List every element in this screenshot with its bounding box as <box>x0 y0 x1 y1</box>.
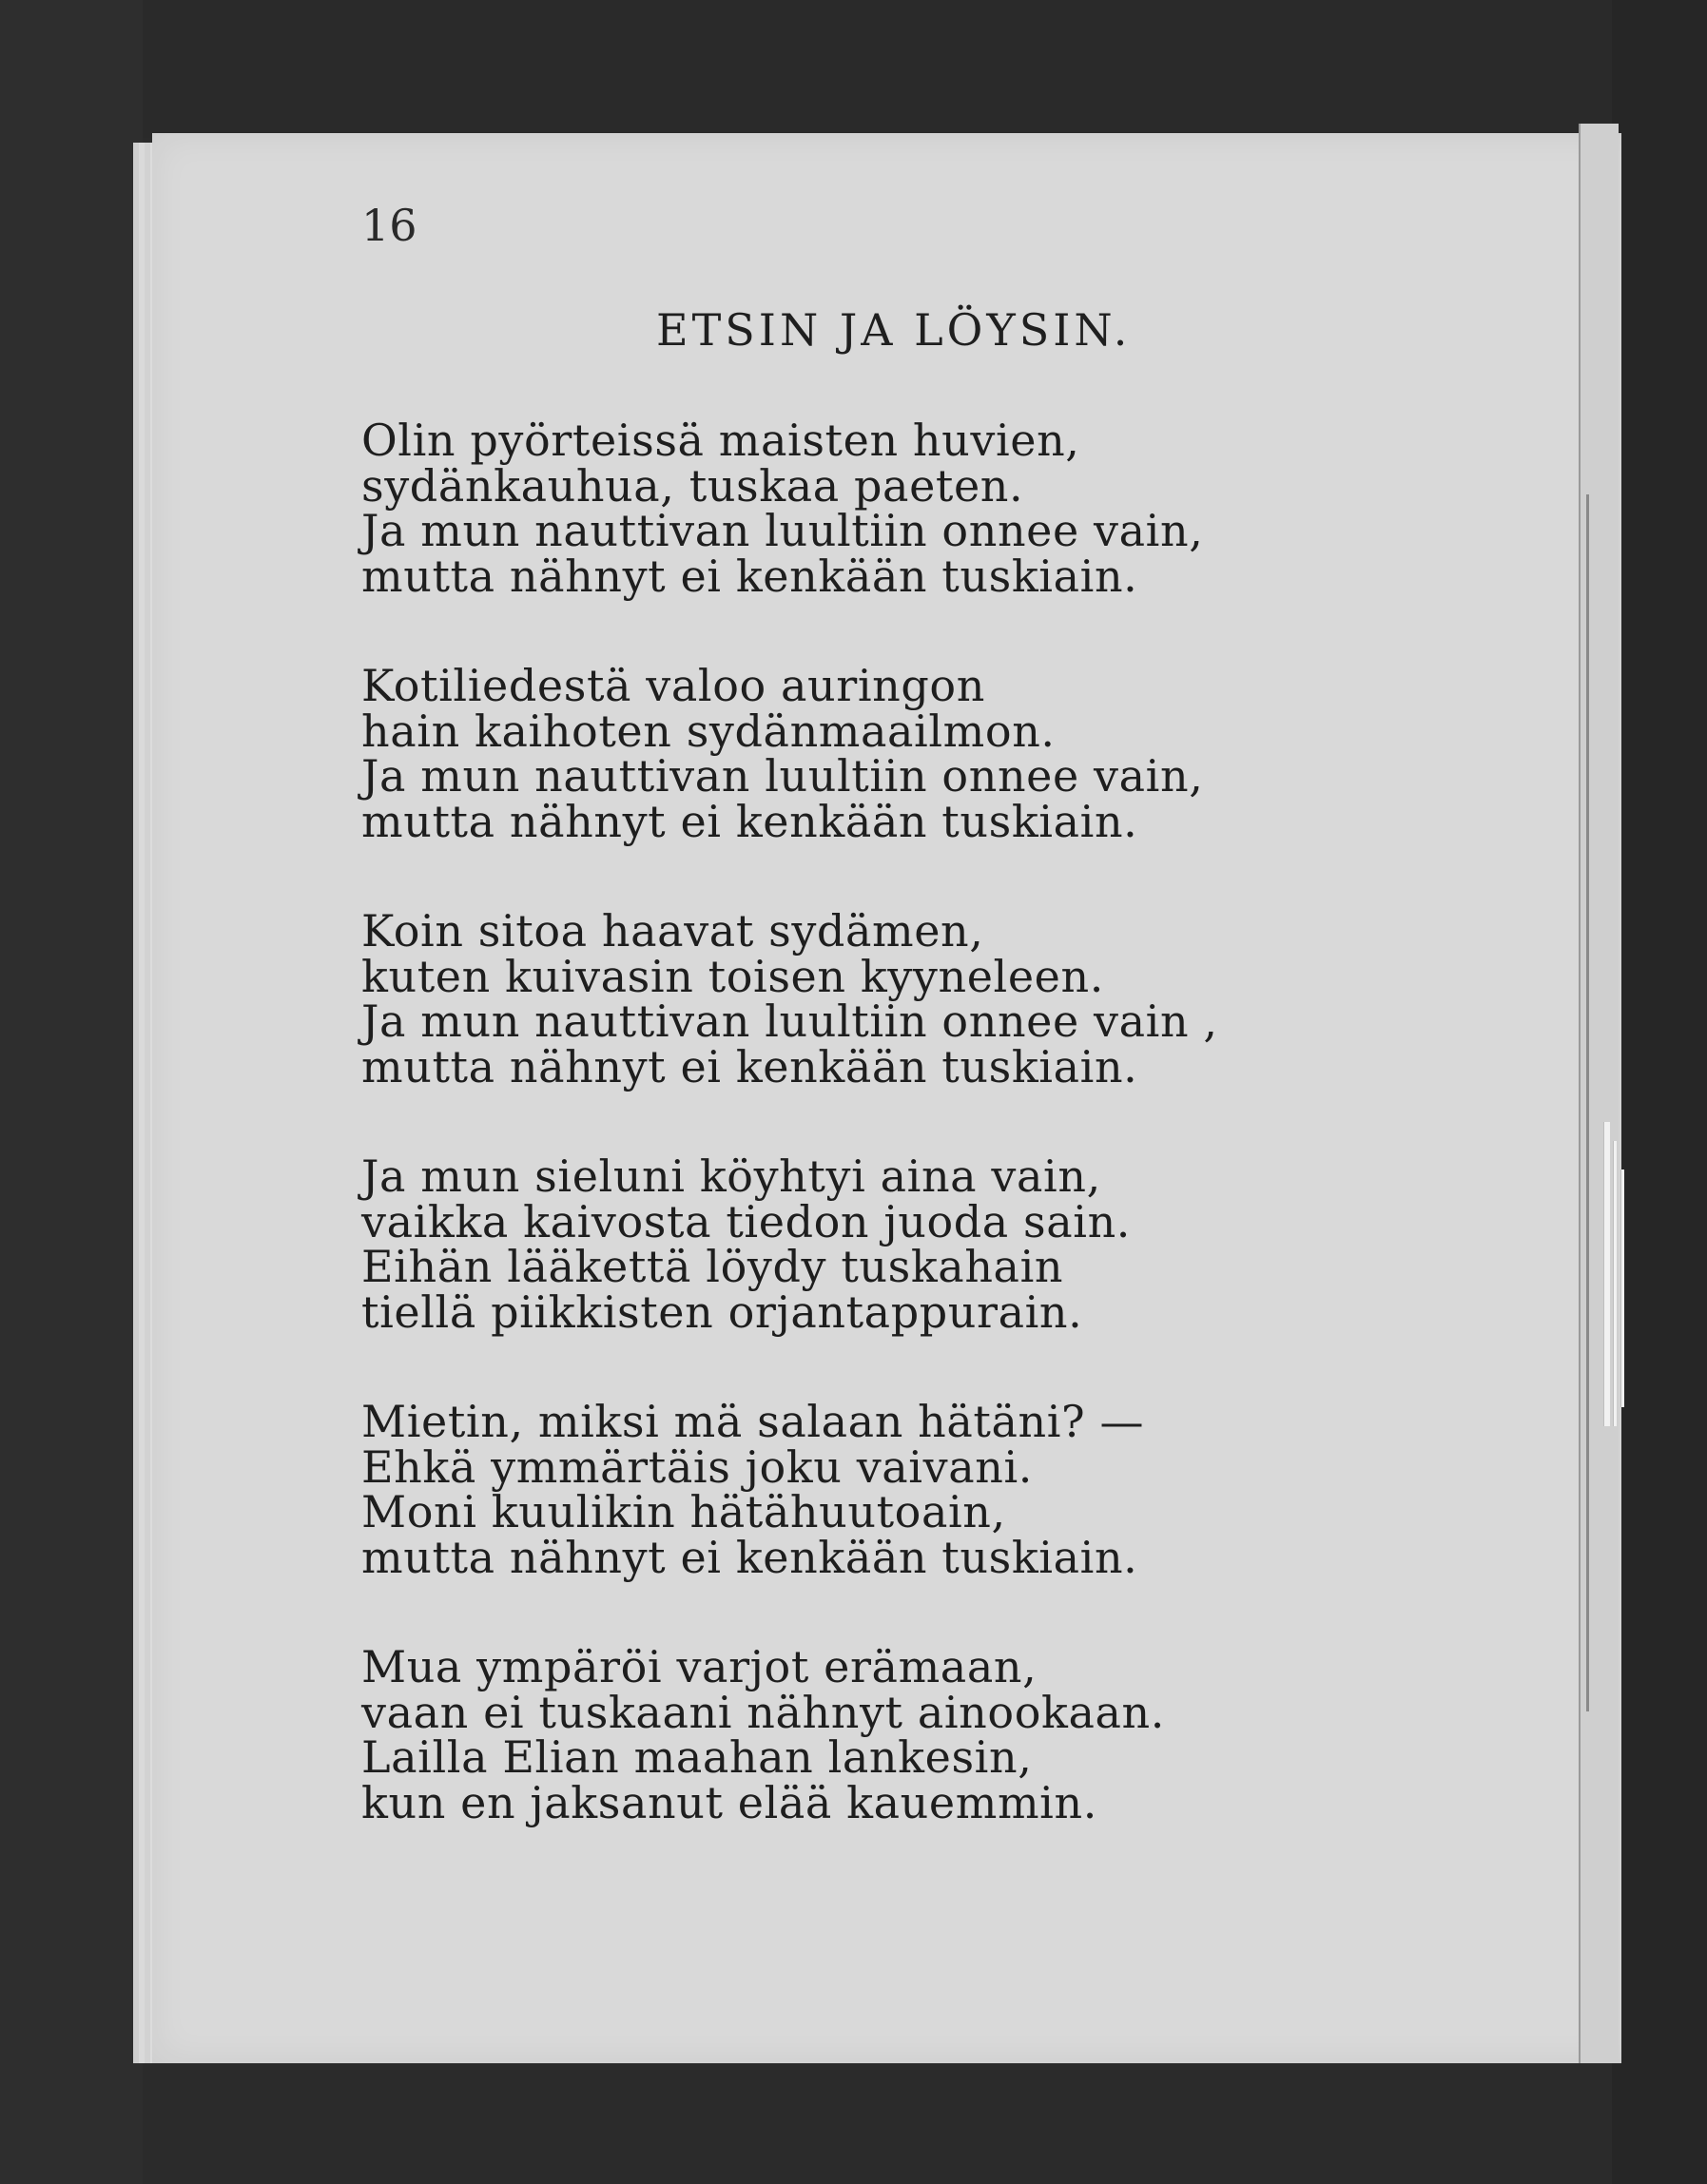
poem-line: Eihän lääkettä löydy tuskahain <box>361 1241 1064 1292</box>
poem-line: Koin sitoa haavat sydämen, <box>361 905 984 957</box>
stanza <box>361 1396 1312 1583</box>
poem-line: Mua ympäröi varjot erämaan, <box>361 1641 1038 1692</box>
book-spine <box>1586 494 1589 1711</box>
binding-thread <box>1603 1122 1610 1426</box>
stanza <box>361 660 1312 847</box>
poem-line: kun en jaksanut elää kauemmin. <box>361 1776 1097 1828</box>
page-number: 16 <box>361 200 417 251</box>
scanner-backdrop-left <box>0 0 143 2184</box>
poem-body <box>361 415 1312 1890</box>
poem-line: vaan ei tuskaani nähnyt ainookaan. <box>361 1686 1165 1738</box>
poem-line: Ja mun nauttivan luultiin onnee vain, <box>361 750 1204 802</box>
binding-thread <box>1620 1169 1624 1407</box>
stanza <box>361 1641 1312 1828</box>
poem-line: vaikka kaivosta tiedon juoda sain. <box>361 1195 1132 1247</box>
stanza <box>361 905 1312 1092</box>
poem-line: Mietin, miksi mä salaan hätäni? — <box>361 1396 1145 1447</box>
poem-line: tiellä piikkisten orjantappurain. <box>361 1285 1083 1338</box>
binding-thread <box>1613 1141 1617 1426</box>
poem-line: Ja mun nauttivan luultiin onnee vain , <box>361 995 1218 1047</box>
stanza <box>361 1150 1312 1338</box>
stanza <box>361 415 1312 602</box>
poem-line: mutta nähnyt ei kenkään tuskiain. <box>361 1040 1138 1092</box>
poem-line: Ehkä ymmärtäis joku vaivani. <box>361 1440 1033 1493</box>
poem-line: sydänkauhua, tuskaa paeten. <box>361 459 1024 512</box>
poem-line: Lailla Elian maahan lankesin, <box>361 1731 1033 1783</box>
poem-title: ETSIN JA LÖYSIN. <box>656 304 1132 356</box>
poem-line: hain kaihoten sydänmaailmon. <box>361 705 1056 757</box>
poem-line: Kotiliedestä valoo auringon <box>361 660 985 711</box>
facing-page-edge <box>1579 124 1619 2063</box>
poem-line: Ja mun sieluni köyhtyi aina vain, <box>361 1150 1101 1202</box>
poem-line: Moni kuulikin hätähuutoain, <box>361 1486 1006 1537</box>
poem-line: mutta nähnyt ei kenkään tuskiain. <box>361 795 1138 847</box>
poem-line: Olin pyörteissä maisten huvien, <box>361 415 1080 466</box>
scanner-backdrop-top <box>0 0 1707 138</box>
poem-line: mutta nähnyt ei kenkään tuskiain. <box>361 1531 1138 1583</box>
scanner-backdrop-right <box>1612 0 1707 2184</box>
poem-line: Ja mun nauttivan luultiin onnee vain, <box>361 505 1204 556</box>
poem-line: kuten kuivasin toisen kyyneleen. <box>361 950 1104 1002</box>
poem-line: mutta nähnyt ei kenkään tuskiain. <box>361 550 1138 602</box>
